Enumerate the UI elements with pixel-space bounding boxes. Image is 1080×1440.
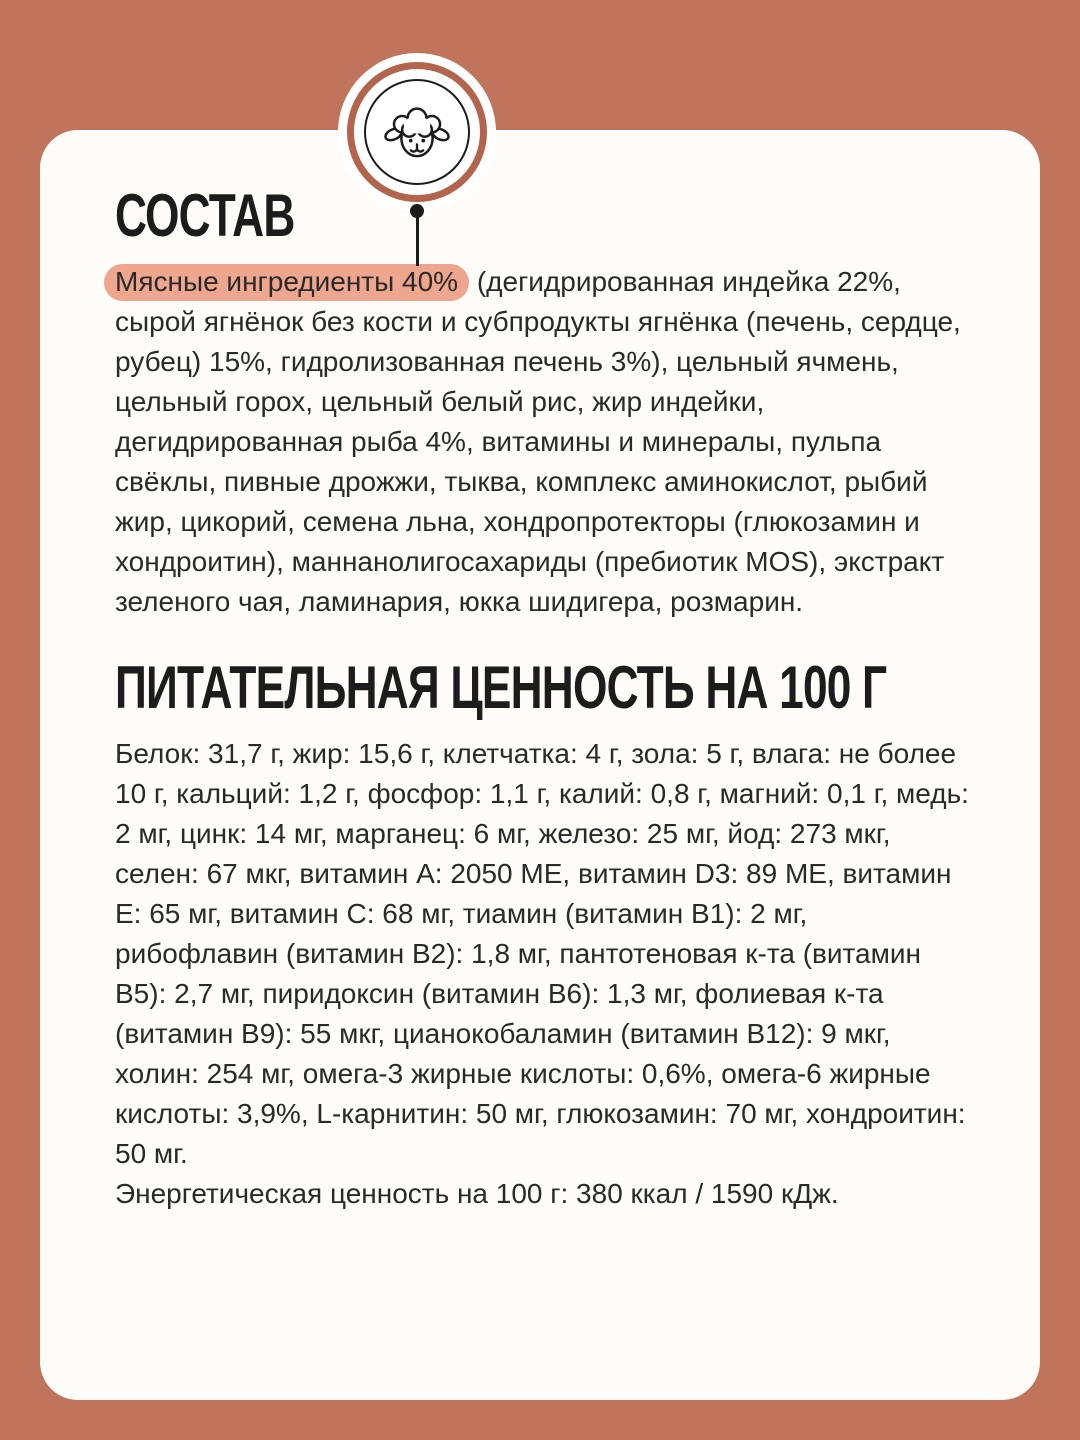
info-card bbox=[40, 130, 1040, 1400]
nutrition-text: Белок: 31,7 г, жир: 15,6 г, клетчатка: 4 г, зола: 5 г, влага: не более 10 г, кальций: 1,2 г, фосфор: 1,1 г, калий: 0,8 г, магний: 0,1 г, медь: 2 мг, цинк: 14 мг, марганец: 6 мг, железо: 25 мг, йод: 273 мкг, селен: 67 мкг, витамин A: 2050 МЕ, витамин D3: 89 МЕ, витамин E: 65 мг, витамин C: 68 мг, тиамин (витамин B1): 2 мг, рибофлавин (витамин B2): 1,8 мг, пантотеновая к-та (витамин B5): 2,7 мг, пиридоксин (витамин B6): 1,3 мг, фолиевая к-та (витамин B9): 55 мкг, цианокобаламин (витамин B12): 9 мкг, холин: 254 мг, омега-3 жирные кислоты: 0,6%, омега-6 жирные кислоты: 3,9%, L-карнитин: 50 мг, глюкозамин: 70 мг, хондроитин: 50 мг. bbox=[115, 738, 969, 1169]
composition-title-text: СОСТАВ bbox=[115, 182, 295, 250]
sheep-icon bbox=[378, 93, 456, 171]
brand-badge bbox=[347, 62, 487, 202]
composition-title bbox=[115, 182, 975, 250]
nutrition-title-text: ПИТАТЕЛЬНАЯ ЦЕННОСТЬ НА 100 Г bbox=[115, 654, 887, 722]
composition-highlight: Мясные ингредиенты 40% bbox=[104, 264, 469, 301]
connector-line bbox=[416, 214, 419, 266]
composition-rest: (дегидрированная индейка 22%, сырой ягнёнок без кости и субпродукты ягнёнка (печень, сердце, рубец) 15%, гидролизованная печень 3%), цельный ячмень, цельный горох, цельный белый рис, жир индейки, дегидрированная рыба 4%, витамины и минералы, пульпа свёклы, пивные дрожжи, тыква, комплекс аминокислот, рыбий жир, цикорий, семена льна, хондропротекторы (глюкозамин и хондроитин), маннанолигосахариды (пребиотик MOS), экстракт зеленого чая, ламинария, юкка шидигера, розмарин. bbox=[115, 266, 961, 617]
badge-inner-ring bbox=[364, 79, 470, 185]
nutrition-title bbox=[115, 654, 975, 722]
energy-text: Энергетическая ценность на 100 г: 380 ккал / 1590 кДж. bbox=[115, 1178, 839, 1209]
composition-text bbox=[115, 262, 975, 622]
